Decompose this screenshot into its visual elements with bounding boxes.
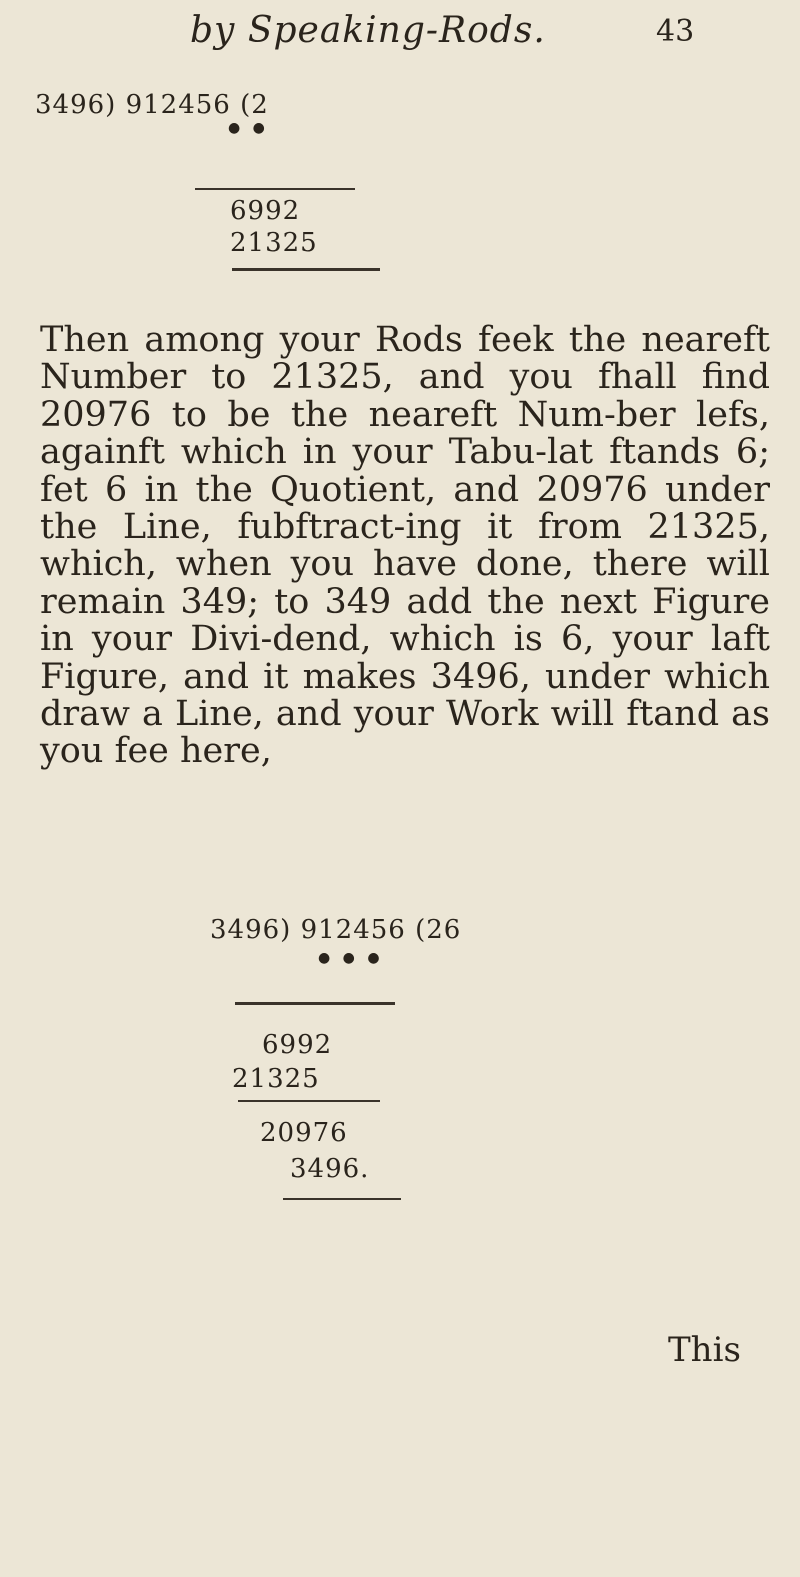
division-line: 3496) 912456 (2 xyxy=(35,90,269,120)
rule xyxy=(238,1100,380,1102)
dot-marks: ● ● ● xyxy=(318,950,384,966)
catchword: This xyxy=(668,1330,741,1370)
rule xyxy=(235,1002,395,1005)
body-paragraph: Then among your Rods feek the neareft Number to 21325, and you fhall find 20976 to be the neareft Num-ber lefs, againft which in your Tabu-lat ftands 6; fet 6 in the Quotient, and 20976 under the Line, fubftract-ing it from 21325, which, when you have done, there will remain 349; to 349 add the next Figure in your Divi-dend, which is 6, your laft Figure, and it makes 3496, under which draw a Line, and your Work will ftand as you fee here, xyxy=(40,320,770,772)
rule xyxy=(232,268,380,271)
page-number: 43 xyxy=(656,14,695,49)
rule xyxy=(283,1198,401,1200)
product-line: 6992 xyxy=(262,1030,333,1060)
running-header: by Speaking-Rods. xyxy=(190,10,546,51)
rule xyxy=(195,188,355,190)
dot-marks: ● ● xyxy=(228,120,269,136)
remainder-line: 21325 xyxy=(232,1064,320,1094)
subtrahend-line: 20976 xyxy=(260,1118,348,1148)
new-dividend-line: 3496. xyxy=(290,1154,370,1184)
division-line: 3496) 912456 (26 xyxy=(210,915,462,945)
product-line: 6992 xyxy=(230,196,301,226)
remainder-line: 21325 xyxy=(230,228,318,258)
